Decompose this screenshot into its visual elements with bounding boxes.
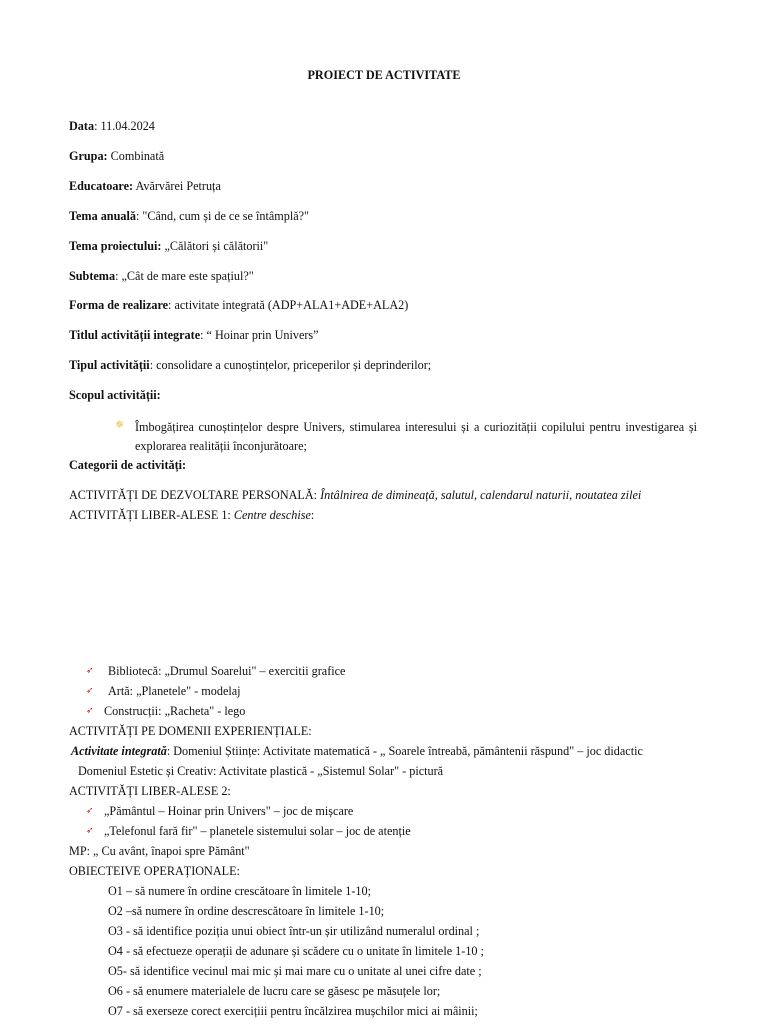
ade-integrated: Activitate integrată: Domeniul Științe: Activitate matematică - „ Soarele întreabă, pământenii răspund" – joc didactic <box>71 744 643 758</box>
arrow-bullet-icon: ➶ <box>86 705 94 715</box>
ade-label: ACTIVITĂȚI PE DOMENII EXPERIENȚIALE: <box>69 724 312 738</box>
center-item: Construcții: „Racheta" - lego <box>104 704 246 718</box>
document-title: PROIECT DE ACTIVITATE <box>307 68 461 82</box>
arrow-bullet-icon: ➶ <box>86 685 94 695</box>
arrow-bullet-icon: ➶ <box>86 805 94 815</box>
field-form: Forma de realizare: activitate integrată (ADP+ALA1+ADE+ALA2) <box>69 298 409 312</box>
ala1-line: ACTIVITĂȚI LIBER-ALESE 1: Centre deschise: <box>69 508 315 522</box>
field-group: Grupa: Combinată <box>69 149 165 163</box>
arrow-bullet-icon: ➶ <box>86 665 94 675</box>
center-item: Bibliotecă: „Drumul Soarelui" – exercitii grafice <box>108 664 346 678</box>
objective-item: O1 – să numere în ordine crescătoare în limitele 1-10; <box>108 884 371 898</box>
categories-label: Categorii de activități: <box>69 458 187 472</box>
ala2-label: ACTIVITĂȚI LIBER-ALESE 2: <box>69 784 231 798</box>
field-date: Data: 11.04.2024 <box>69 119 155 133</box>
objective-item: O4 - să efectueze operații de adunare și scădere cu o unitate în limitele 1-10 ; <box>108 944 484 958</box>
field-activity-title: Titlul activității integrate: “ Hoinar prin Univers” <box>69 328 319 342</box>
adp-line: ACTIVITĂȚI DE DEZVOLTARE PERSONALĂ: Întâlnirea de dimineață, salutul, calendarul naturii, noutatea zilei <box>69 488 642 502</box>
field-annual-theme: Tema anuală: "Când, cum și de ce se întâmplă?" <box>69 209 310 223</box>
objective-item: O5- să identifice vecinul mai mic și mai mare cu o unitate al unei cifre date ; <box>108 964 482 978</box>
objective-item: O2 –să numere în ordine descrescătoare în limitele 1-10; <box>108 904 385 918</box>
ade-art: Domeniul Estetic și Creativ: Activitate plastică - „Sistemul Solar" - pictură <box>78 764 444 778</box>
field-teacher: Educatoare: Avărvărei Petruța <box>69 179 221 193</box>
star-bullet-icon: ✵ <box>115 419 125 431</box>
mp-line: MP: „ Cu avânt, înapoi spre Pământ" <box>69 844 250 858</box>
center-item: Artă: „Planetele" - modelaj <box>108 684 241 698</box>
field-project-theme: Tema proiectului: „Călători și călătorii" <box>69 239 269 253</box>
ala2-item: „Pământul – Hoinar prin Univers" – joc de mișcare <box>104 804 354 818</box>
field-activity-type: Tipul activității: consolidare a cunoștințelor, priceperilor și deprinderilor; <box>69 358 432 372</box>
objective-item: O6 - să enumere materialele de lucru care se găsesc pe măsuțele lor; <box>108 984 441 998</box>
ala2-item: „Telefonul fară fir" – planetele sistemului solar – joc de atenție <box>104 824 411 838</box>
objective-item: O7 - să exerseze corect exercițiii pentru încălzirea mușchilor mici ai mâinii; <box>108 1004 478 1018</box>
field-subtheme: Subtema: „Cât de mare este spațiul?" <box>69 269 254 283</box>
scope-text: Îmbogățirea cunoștințelor despre Univers, stimularea interesului și a curiozității copilului pentru investigarea și explorarea realității înconjurătoare; <box>135 420 697 453</box>
arrow-bullet-icon: ➶ <box>86 825 94 835</box>
objective-item: O3 - să identifice poziția unui obiect într-un șir utilizând numeralul ordinal ; <box>108 924 480 938</box>
objectives-label: OBIECTEIVE OPERAȚIONALE: <box>69 864 240 878</box>
field-scope-label: Scopul activității: <box>69 388 161 402</box>
